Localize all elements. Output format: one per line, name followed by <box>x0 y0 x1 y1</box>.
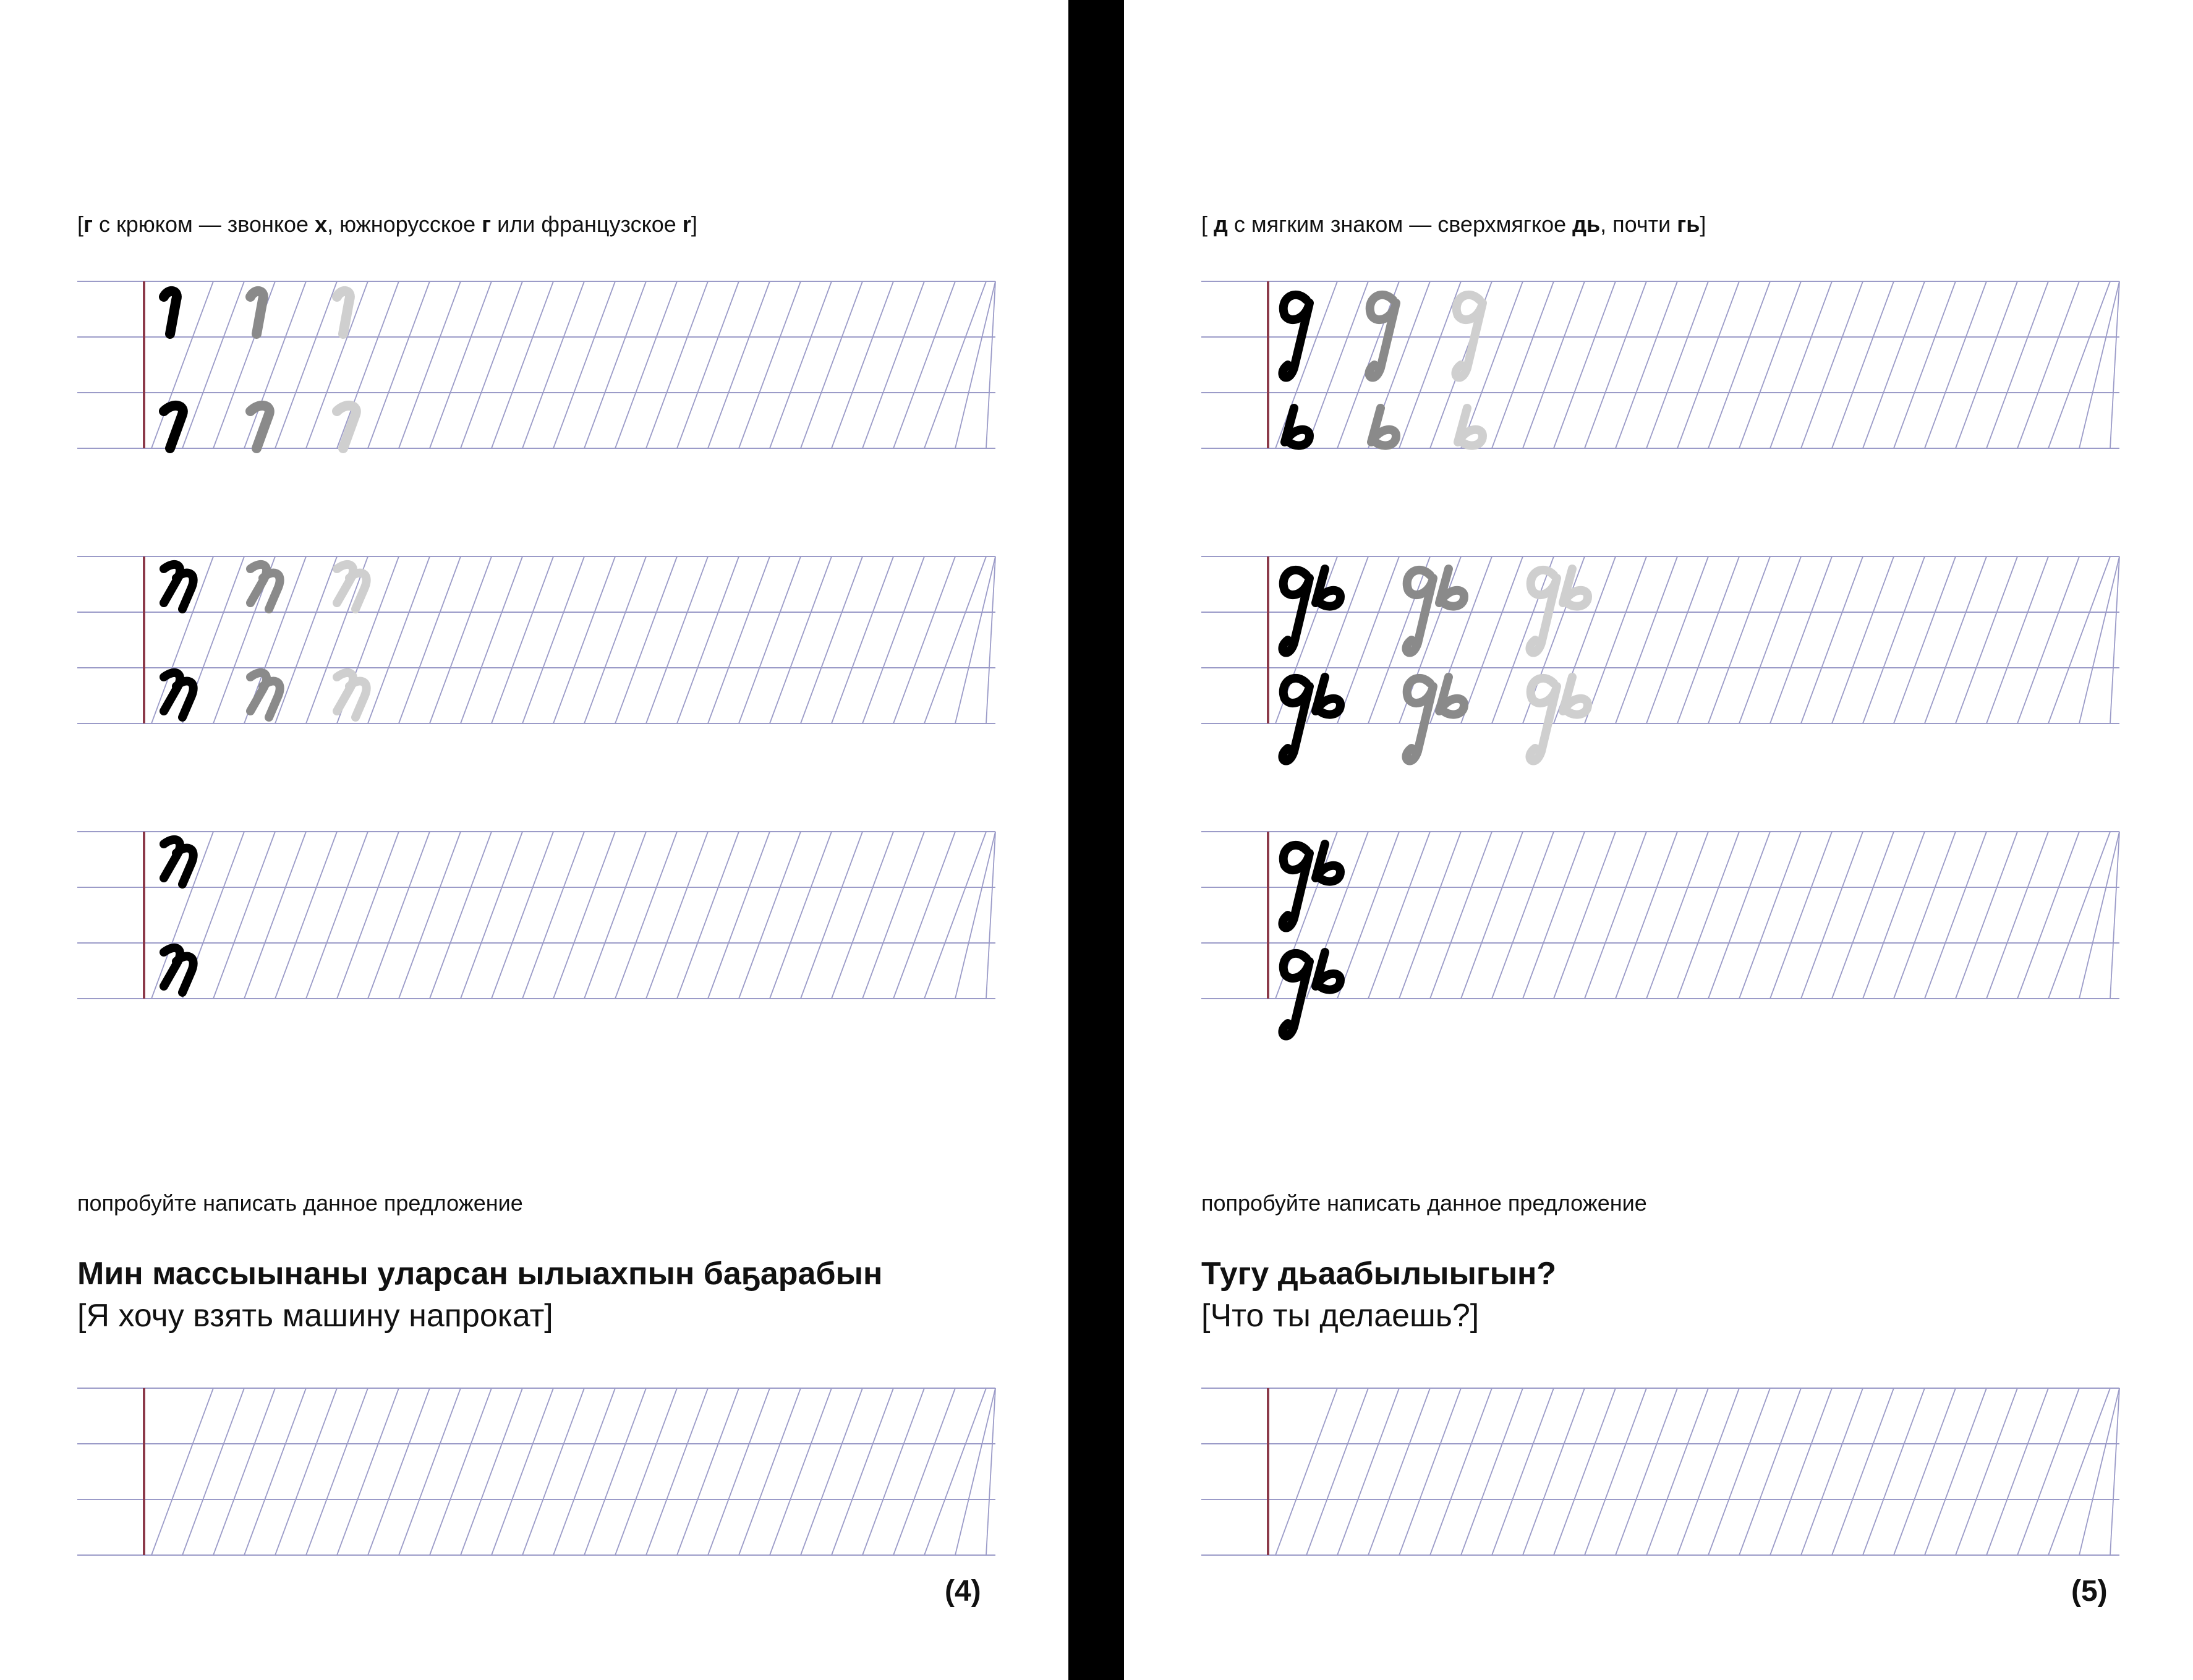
slant-guide-line <box>1646 281 1708 448</box>
sentence-translation: [Что ты делаешь?] <box>1201 1298 1480 1334</box>
slant-guide-line <box>1739 1388 1801 1555</box>
slant-guide-line <box>492 281 553 448</box>
slant-guide-line <box>461 832 522 999</box>
slant-guide-line <box>1956 281 2017 448</box>
slant-guide-line <box>1863 832 1925 999</box>
slant-guide-line <box>986 1388 995 1555</box>
slant-guide-line <box>244 832 306 999</box>
slant-guide-line <box>615 832 677 999</box>
slant-guide-line <box>182 1388 244 1555</box>
slant-guide-line <box>1523 832 1585 999</box>
slant-guide-line <box>1956 1388 2017 1555</box>
practice-block-sentence[interactable] <box>77 1388 995 1558</box>
slant-guide-line <box>1677 281 1739 448</box>
slant-guide-line <box>1492 1388 1554 1555</box>
slant-guide-line <box>1770 556 1832 723</box>
practice-block-sentence[interactable] <box>1201 1388 2119 1558</box>
slant-guide-line <box>522 832 584 999</box>
slant-guide-line <box>708 832 770 999</box>
slant-guide-line <box>522 281 584 448</box>
slant-guide-line <box>832 1388 893 1555</box>
slant-guide-line <box>893 281 955 448</box>
slant-guide-line <box>2110 556 2119 723</box>
slant-guide-line <box>955 1388 995 1555</box>
slant-guide-line <box>1801 556 1863 723</box>
slant-guide-line <box>151 1388 213 1555</box>
slant-guide-line <box>2110 281 2119 448</box>
slant-guide-line <box>801 281 862 448</box>
slant-guide-line <box>1616 281 1677 448</box>
slant-guide-line <box>955 556 995 723</box>
slant-guide-line <box>553 281 615 448</box>
letter-caption: [г с крюком — звонкое х, южнорусское г или французское r] <box>77 211 697 237</box>
slant-guide-line <box>1306 281 1368 448</box>
slant-guide-line <box>1461 832 1523 999</box>
slant-guide-line <box>553 1388 615 1555</box>
cursive-letters <box>1282 295 1483 446</box>
guide-lines <box>77 1388 995 1555</box>
slant-guide-line <box>862 1388 924 1555</box>
slant-guide-line <box>1492 281 1554 448</box>
slant-guide-line <box>893 1388 955 1555</box>
slant-guide-line <box>461 556 522 723</box>
slant-guide-line <box>677 832 739 999</box>
slant-guide-line <box>862 832 924 999</box>
slant-guide-line <box>306 281 368 448</box>
slant-guide-line <box>2017 556 2079 723</box>
practice-block-2[interactable] <box>77 556 995 727</box>
slant-guide-line <box>1894 1388 1956 1555</box>
guide-lines <box>77 832 995 999</box>
slant-guide-line <box>584 556 646 723</box>
slant-guide-line <box>1585 832 1646 999</box>
slant-guide-line <box>1399 281 1461 448</box>
instruction-text: попробуйте написать данное предложение <box>77 1190 523 1216</box>
slant-guide-line <box>1986 556 2048 723</box>
slant-guide-line <box>739 1388 801 1555</box>
slant-guide-line <box>1863 281 1925 448</box>
slant-guide-line <box>306 832 368 999</box>
slant-guide-line <box>832 281 893 448</box>
slant-guide-line <box>337 832 399 999</box>
slant-guide-line <box>708 556 770 723</box>
letter-caption: [ д с мягким знаком — сверхмягкое дь, почти гь] <box>1201 211 1706 237</box>
slant-guide-line <box>553 556 615 723</box>
slant-guide-line <box>1832 832 1894 999</box>
slant-guide-line <box>1430 832 1492 999</box>
guide-lines <box>77 281 995 448</box>
slant-guide-line <box>1399 832 1461 999</box>
slant-guide-line <box>1956 556 2017 723</box>
slant-guide-line <box>399 1388 461 1555</box>
page-number: (4) <box>945 1575 981 1608</box>
cursive-example <box>164 840 194 992</box>
slant-guide-line <box>584 281 646 448</box>
slant-guide-line <box>1739 556 1801 723</box>
slant-guide-line <box>708 1388 770 1555</box>
slant-guide-line <box>1708 281 1770 448</box>
slant-guide-line <box>1399 1388 1461 1555</box>
slant-guide-line <box>430 281 492 448</box>
right-page <box>1124 0 2193 1680</box>
slant-guide-line <box>275 1388 337 1555</box>
slant-guide-line <box>646 1388 708 1555</box>
slant-guide-line <box>1956 832 2017 999</box>
slant-guide-line <box>522 1388 584 1555</box>
slant-guide-line <box>2048 556 2110 723</box>
slant-guide-line <box>1708 1388 1770 1555</box>
slant-guide-line <box>1894 556 1956 723</box>
slant-guide-line <box>1677 556 1739 723</box>
slant-guide-line <box>801 832 862 999</box>
slant-guide-line <box>1646 1388 1708 1555</box>
slant-guide-line <box>1616 556 1677 723</box>
cursive-letters <box>164 291 356 448</box>
slant-guide-line <box>893 556 955 723</box>
slant-guide-line <box>1708 832 1770 999</box>
sakha-sentence: Тугу дьаабылыыгын? <box>1201 1256 1557 1292</box>
slant-guide-line <box>2079 1388 2119 1555</box>
slant-guide-line <box>955 832 995 999</box>
practice-block-3[interactable] <box>77 832 995 1002</box>
slant-guide-line <box>986 832 995 999</box>
slant-guide-line <box>492 832 553 999</box>
sentence-translation: [Я хочу взять машину напрокат] <box>77 1298 553 1334</box>
slant-guide-line <box>368 556 430 723</box>
slant-guide-line <box>399 832 461 999</box>
slant-guide-line <box>2110 1388 2119 1555</box>
slant-guide-line <box>1368 832 1430 999</box>
slant-guide-line <box>1739 832 1801 999</box>
slant-guide-line <box>492 1388 553 1555</box>
slant-guide-line <box>461 281 522 448</box>
slant-guide-line <box>1368 1388 1430 1555</box>
slant-guide-line <box>986 281 995 448</box>
slant-guide-line <box>1986 281 2048 448</box>
slant-guide-line <box>430 1388 492 1555</box>
practice-block-3[interactable] <box>1201 832 2119 1042</box>
slant-guide-line <box>1430 1388 1492 1555</box>
slant-guide-line <box>2110 832 2119 999</box>
slant-guide-line <box>1677 832 1739 999</box>
slant-guide-line <box>368 1388 430 1555</box>
slant-guide-line <box>770 556 832 723</box>
slant-guide-line <box>1461 556 1523 723</box>
slant-guide-line <box>1554 1388 1616 1555</box>
slant-guide-line <box>1523 1388 1585 1555</box>
slant-guide-line <box>615 1388 677 1555</box>
practice-block-2[interactable] <box>1201 556 2119 767</box>
slant-guide-line <box>430 832 492 999</box>
slant-guide-line <box>832 832 893 999</box>
page-number: (5) <box>2071 1575 2108 1608</box>
slant-guide-line <box>1275 1388 1337 1555</box>
instruction-text: попробуйте написать данное предложение <box>1201 1190 1647 1216</box>
slant-guide-line <box>151 556 213 723</box>
slant-guide-line <box>739 556 801 723</box>
slant-guide-line <box>275 832 337 999</box>
slant-guide-line <box>2017 1388 2079 1555</box>
slant-guide-line <box>584 832 646 999</box>
slant-guide-line <box>1801 832 1863 999</box>
slant-guide-line <box>1986 1388 2048 1555</box>
slant-guide-line <box>739 281 801 448</box>
slant-guide-line <box>832 556 893 723</box>
slant-guide-line <box>1863 556 1925 723</box>
guide-lines <box>1201 281 2119 448</box>
slant-guide-line <box>368 832 430 999</box>
slant-guide-line <box>182 281 244 448</box>
slant-guide-line <box>1770 832 1832 999</box>
slant-guide-line <box>2017 832 2079 999</box>
slant-guide-line <box>646 832 708 999</box>
slant-guide-line <box>244 1388 306 1555</box>
slant-guide-line <box>368 281 430 448</box>
slant-guide-line <box>893 832 955 999</box>
slant-guide-line <box>770 281 832 448</box>
slant-guide-line <box>1925 556 1986 723</box>
slant-guide-line <box>244 281 306 448</box>
slant-guide-line <box>1337 556 1399 723</box>
slant-guide-line <box>430 556 492 723</box>
slant-guide-line <box>677 281 739 448</box>
slant-guide-line <box>1523 281 1585 448</box>
slant-guide-line <box>1585 281 1646 448</box>
slant-guide-line <box>986 556 995 723</box>
slant-guide-line <box>801 556 862 723</box>
slant-guide-line <box>955 281 995 448</box>
slant-guide-line <box>739 832 801 999</box>
slant-guide-line <box>306 556 368 723</box>
slant-guide-line <box>1925 832 1986 999</box>
slant-guide-line <box>1585 556 1646 723</box>
slant-guide-line <box>1585 1388 1646 1555</box>
slant-guide-line <box>862 556 924 723</box>
slant-guide-line <box>924 556 986 723</box>
slant-guide-line <box>2079 832 2119 999</box>
slant-guide-line <box>801 1388 862 1555</box>
slant-guide-line <box>2079 556 2119 723</box>
slant-guide-line <box>1708 556 1770 723</box>
slant-guide-line <box>1461 1388 1523 1555</box>
slant-guide-line <box>770 832 832 999</box>
slant-guide-line <box>492 556 553 723</box>
slant-guide-line <box>862 281 924 448</box>
slant-guide-line <box>1832 556 1894 723</box>
slant-guide-line <box>1894 281 1956 448</box>
practice-block-1[interactable] <box>77 281 995 451</box>
left-page <box>0 0 1068 1680</box>
slant-guide-line <box>306 1388 368 1555</box>
slant-guide-line <box>1801 281 1863 448</box>
slant-guide-line <box>1492 832 1554 999</box>
slant-guide-line <box>1832 1388 1894 1555</box>
slant-guide-line <box>275 556 337 723</box>
slant-guide-line <box>708 281 770 448</box>
slant-guide-line <box>1646 556 1708 723</box>
slant-guide-line <box>399 281 461 448</box>
slant-guide-line <box>1894 832 1956 999</box>
slant-guide-line <box>615 556 677 723</box>
slant-guide-line <box>646 281 708 448</box>
slant-guide-line <box>1337 1388 1399 1555</box>
slant-guide-line <box>924 281 986 448</box>
slant-guide-line <box>1337 832 1399 999</box>
slant-guide-line <box>924 832 986 999</box>
slant-guide-line <box>399 556 461 723</box>
slant-guide-line <box>2079 281 2119 448</box>
slant-guide-line <box>1770 1388 1832 1555</box>
slant-guide-line <box>2048 832 2110 999</box>
slant-guide-line <box>615 281 677 448</box>
slant-guide-line <box>275 281 337 448</box>
slant-guide-line <box>1925 1388 1986 1555</box>
slant-guide-line <box>337 1388 399 1555</box>
slant-guide-line <box>461 1388 522 1555</box>
practice-block-1[interactable] <box>1201 281 2119 451</box>
slant-guide-line <box>1832 281 1894 448</box>
slant-guide-line <box>1554 832 1616 999</box>
sakha-sentence: Мин массыынаны уларсан ылыахпын баҕарабын <box>77 1256 883 1292</box>
slant-guide-line <box>584 1388 646 1555</box>
slant-guide-line <box>213 832 275 999</box>
slant-guide-line <box>646 556 708 723</box>
letter-sample-light <box>337 291 356 448</box>
slant-guide-line <box>1554 281 1616 448</box>
slant-guide-line <box>522 556 584 723</box>
guide-lines <box>1201 1388 2119 1555</box>
slant-guide-line <box>677 556 739 723</box>
slant-guide-line <box>1863 1388 1925 1555</box>
slant-guide-line <box>553 832 615 999</box>
slant-guide-line <box>1677 1388 1739 1555</box>
slant-guide-line <box>1616 832 1677 999</box>
guide-lines <box>77 556 995 723</box>
slant-guide-line <box>1739 281 1801 448</box>
slant-guide-line <box>151 832 213 999</box>
slant-guide-line <box>2017 281 2079 448</box>
slant-guide-line <box>2048 1388 2110 1555</box>
book-spine <box>1068 0 1124 1680</box>
slant-guide-line <box>924 1388 986 1555</box>
slant-guide-line <box>213 1388 275 1555</box>
slant-guide-line <box>1986 832 2048 999</box>
slant-guide-line <box>1646 832 1708 999</box>
slant-guide-line <box>2048 281 2110 448</box>
slant-guide-line <box>1616 1388 1677 1555</box>
slant-guide-line <box>677 1388 739 1555</box>
slant-guide-line <box>1925 281 1986 448</box>
cursive-example <box>1282 844 1340 1036</box>
slant-guide-line <box>1801 1388 1863 1555</box>
slant-guide-line <box>1306 1388 1368 1555</box>
slant-guide-line <box>1770 281 1832 448</box>
slant-guide-line <box>770 1388 832 1555</box>
